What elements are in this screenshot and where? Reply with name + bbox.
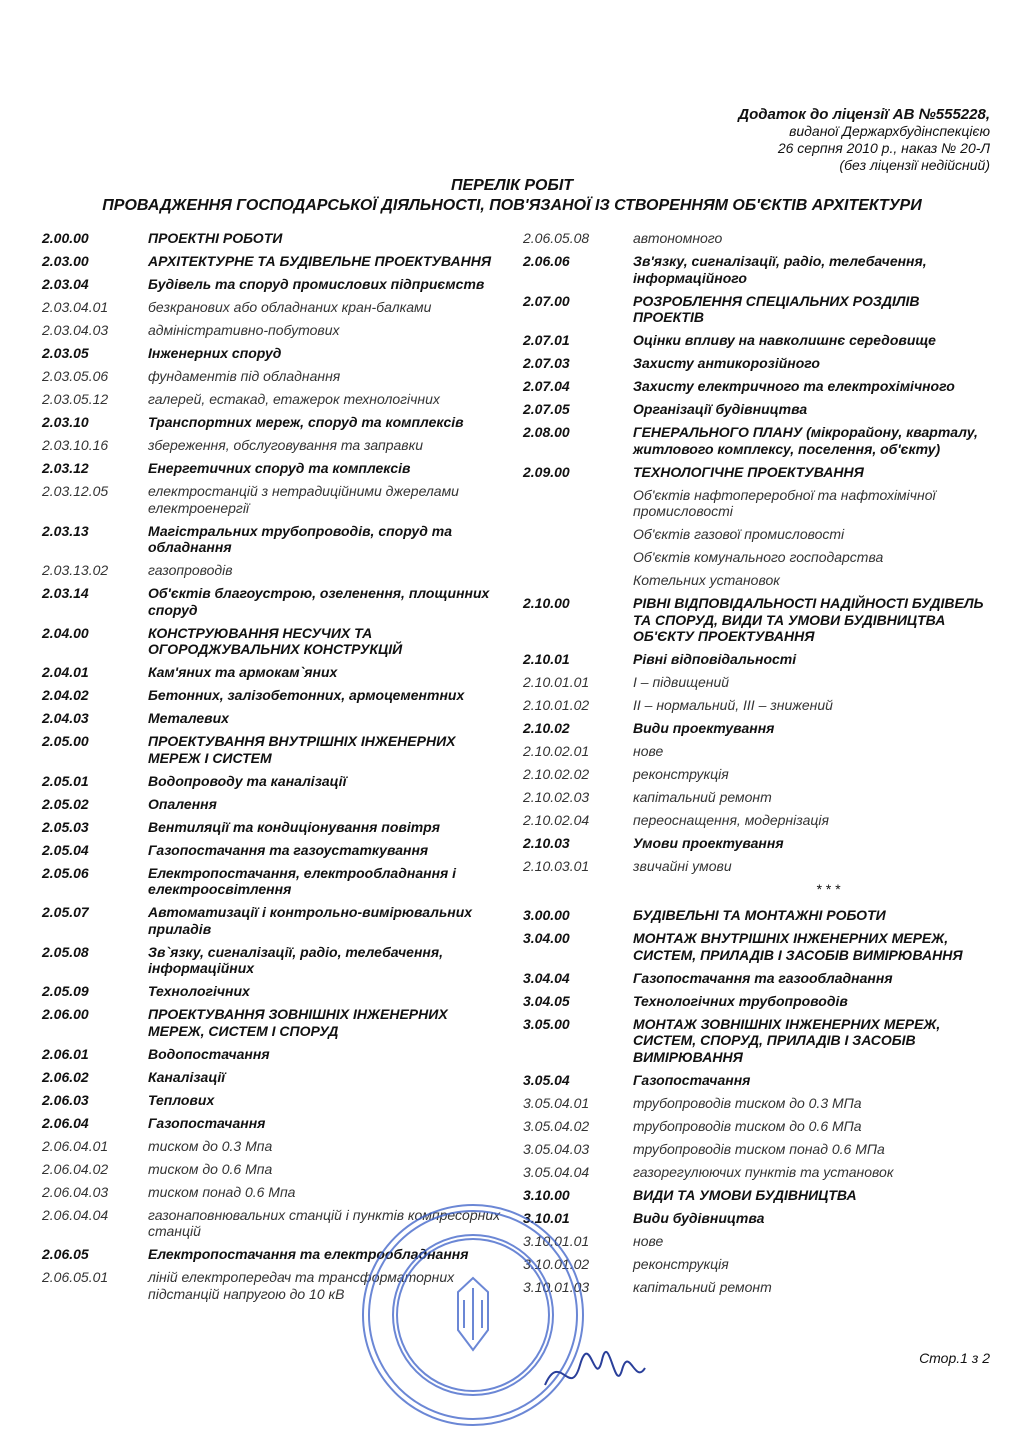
item-code: 2.03.13.02 [42,562,109,578]
list-item [523,720,993,737]
item-text: ПРОЕКТНІ РОБОТИ [148,230,283,246]
item-text: Магістральних трубопроводів, споруд та обладнання [148,522,452,555]
item-code: 2.05.07 [42,904,89,920]
list-item [42,523,502,556]
list-item [523,697,993,714]
item-text: Рівні відповідальності [633,651,797,667]
item-text: ІІ – нормальний, ІІІ – знижений [633,697,833,713]
list-item [523,1095,993,1112]
item-text: трубопроводів тиском понад 0.6 МПа [633,1140,885,1157]
item-text: МОНТАЖ ЗОВНІШНІХ ІНЖЕНЕРНИХ МЕРЕЖ, СИСТЕМ, СПОРУД, ПРИЛАДІВ І ЗАСОБІВ ВИМІРЮВАННЯ [633,1015,941,1065]
item-text: Теплових [148,1091,215,1108]
item-code: 2.10.02.04 [523,812,590,828]
list-item [42,842,502,859]
list-item [42,414,502,431]
item-text: газопроводів [148,562,233,578]
right-column [523,230,993,1302]
list-item [42,1184,502,1201]
item-code: 2.05.09 [42,983,89,999]
item-text: Умови проектування [633,835,784,851]
item-text: Об'єктів благоустрою, озеленення, площинних споруд [148,585,490,618]
item-text: Зв'язку, сигналізації, радіо, телебачення, інформаційного [633,253,927,286]
list-item [523,1118,993,1135]
item-text: Газопостачання [148,1114,266,1131]
item-text: ТЕХНОЛОГІЧНЕ ПРОЕКТУВАННЯ [633,463,864,480]
item-code [523,487,633,520]
list-item [523,1210,993,1227]
item-code: 2.07.00 [523,292,570,309]
left-column [42,230,502,1309]
item-code: 2.07.05 [523,401,570,417]
list-item [523,487,993,520]
item-code: 2.03.04.01 [42,299,109,315]
item-text: ПРОЕКТУВАННЯ ВНУТРІШНІХ ІНЖЕНЕРНИХ МЕРЕЖ І СИСТЕМ [148,733,456,766]
list-item [42,437,502,454]
list-item [523,464,993,481]
list-item [523,930,993,963]
item-code: 2.00.00 [42,230,89,246]
item-text: ПРОЕКТУВАННЯ ЗОВНІШНІХ ІНЖЕНЕРНИХ МЕРЕЖ, СИСТЕМ І СПОРУД [148,1006,448,1039]
list-item [42,819,502,836]
item-code: 2.03.05.12 [42,391,109,407]
item-code: 2.06.05.01 [42,1269,109,1285]
item-code: 2.10.02.03 [523,789,590,805]
list-item [523,812,993,829]
item-code: 2.10.02 [523,720,570,736]
item-code: 2.05.02 [42,795,89,812]
item-text: трубопроводів тиском до 0.3 МПа [633,1094,862,1111]
item-text: Будівель та споруд промислових підприємств [148,276,485,292]
item-code [523,572,633,589]
item-text: Види проектування [633,720,775,736]
page-number: Стор.1 з 2 [919,1350,990,1366]
list-item [42,1092,502,1109]
item-code: 3.05.04.01 [523,1094,590,1111]
list-item [42,773,502,790]
item-code: 2.05.03 [42,818,89,835]
list-item [523,1233,993,1250]
item-text: Організації будівництва [633,401,808,417]
item-code: 2.10.01 [523,651,570,667]
list-item [42,230,502,247]
list-item [523,378,993,395]
item-code: 2.03.12 [42,460,89,476]
item-code: 2.03.14 [42,585,89,601]
item-text: переоснащення, модернізація [633,812,829,828]
list-item [523,1279,993,1296]
list-item [523,332,993,349]
item-code: 3.10.01.03 [523,1278,590,1295]
license-annex-header [738,106,990,174]
list-item [523,766,993,783]
item-text: нове [633,743,664,759]
item-code: 2.03.13 [42,522,89,539]
item-code: 3.10.01.02 [523,1255,590,1272]
item-text: І – підвищений [633,674,730,690]
item-text: Водопроводу та каналізації [148,772,347,789]
item-code: 2.10.02.02 [523,766,590,782]
item-text: Зв`язку, сигналізації, радіо, телебачення, інформаційних [148,943,443,976]
list-item [42,865,502,898]
list-item [42,299,502,316]
list-item [523,970,993,987]
item-text: реконструкція [633,1255,729,1272]
item-code: 2.06.06 [523,253,570,269]
item-code: 3.04.04 [523,969,570,986]
item-text: РІВНІ ВІДПОВІДАЛЬНОСТІ НАДІЙНОСТІ БУДІВЕЛЬ ТА СПОРУД, ВИДИ ТА УМОВИ БУДІВНИЦТВА ОБ'ЄКТУ ПРОЕКТУВАННЯ [633,595,984,644]
item-text: Бетонних, залізобетонних, армоцементних [148,687,465,703]
document-subtitle: ПРОВАДЖЕННЯ ГОСПОДАРСЬКОЇ ДІЯЛЬНОСТІ, ПОВ'ЯЗАНОЇ ІЗ СТВОРЕННЯМ ОБ'ЄКТІВ АРХІТЕКТУРИ [102,197,922,214]
item-text: Опалення [148,795,217,812]
list-item [523,993,993,1010]
item-text: ВИДИ ТА УМОВИ БУДІВНИЦТВА [633,1186,857,1203]
item-code: 2.07.04 [523,378,570,394]
item-code: 2.06.03 [42,1091,89,1108]
item-text: Газопостачання [633,1071,751,1088]
item-text: Види будівництва [633,1209,765,1226]
item-text: Об'єктів газової промисловості [633,526,845,542]
item-text: газонаповнювальних станцій і пунктів компресорних станцій [148,1206,501,1239]
signature [540,1330,650,1410]
list-item [523,1256,993,1273]
list-item [42,483,502,516]
item-text: автономного [633,230,723,246]
list-item [523,1072,993,1089]
list-item [42,733,502,766]
item-code: 2.06.04 [42,1114,89,1131]
item-code: 2.05.04 [42,841,89,858]
item-code: 2.06.05.08 [523,230,590,246]
list-item [42,345,502,362]
item-code: 2.06.04.01 [42,1137,109,1154]
item-code: 3.10.01 [523,1209,570,1226]
list-item [42,710,502,727]
list-item [42,687,502,704]
list-item [523,549,993,566]
item-code: 2.03.10 [42,414,89,430]
item-code: 3.05.04 [523,1071,570,1088]
item-code: 2.03.10.16 [42,437,109,453]
item-code: 2.04.03 [42,710,89,726]
list-item [523,789,993,806]
item-text: Інженерних споруд [148,345,282,361]
list-item [523,293,993,326]
item-code: 3.05.04.03 [523,1140,590,1157]
list-item [42,1161,502,1178]
item-text: Захисту антикорозійного [633,355,820,371]
item-code: 2.06.04.02 [42,1160,109,1177]
item-code: 2.03.04 [42,276,89,292]
item-text: адміністративно-побутових [148,322,340,338]
item-text: фундаментів під обладнання [148,368,341,384]
list-item [42,983,502,1000]
list-item [523,526,993,543]
list-item [42,460,502,477]
section-separator: * * * [815,881,841,897]
item-code: 2.10.03 [523,835,570,851]
item-text: ГЕНЕРАЛЬНОГО ПЛАНУ (мікрорайону, кварталу, житлового комплексу, поселення, об'єкту) [633,424,978,457]
item-code: 2.05.06 [42,864,89,881]
list-item [523,595,993,645]
item-code: 2.10.03.01 [523,858,590,874]
list-item [42,625,502,658]
list-item [523,651,993,668]
item-text: Металевих [148,710,229,726]
item-text: електростанцій з нетрадиційними джерелами електроенергії [148,483,459,516]
list-item [42,253,502,270]
list-item [523,355,993,372]
list-item [523,743,993,760]
item-code: 2.03.00 [42,253,89,269]
item-code: 3.05.04.02 [523,1117,590,1134]
document-title: ПЕРЕЛІК РОБІТ [450,177,574,194]
item-text: АРХІТЕКТУРНЕ ТА БУДІВЕЛЬНЕ ПРОЕКТУВАННЯ [148,253,492,269]
item-code: 2.05.08 [42,943,89,960]
item-text: Електропостачання та електрообладнання [148,1246,469,1262]
item-text: РОЗРОБЛЕННЯ СПЕЦІАЛЬНИХ РОЗДІЛІВ ПРОЕКТІВ [633,292,920,325]
list-item [42,904,502,937]
item-text: звичайні умови [633,858,732,874]
item-text: тиском до 0.3 Мпа [148,1137,273,1154]
item-code: 2.03.05.06 [42,368,109,384]
item-code: 2.10.02.01 [523,743,590,759]
item-code: 3.00.00 [523,907,570,923]
item-code: 2.03.04.03 [42,322,109,338]
validity-note: (без ліцензії недійсний) [839,157,990,173]
item-code: 2.10.01.02 [523,697,590,713]
item-text: Газопостачання та газообладнання [633,969,893,986]
list-item [42,585,502,618]
item-code: 2.06.01 [42,1045,89,1062]
item-code: 2.06.00 [42,1006,89,1022]
item-text: ліній електропередач та трансформаторних підстанцій напругою до 10 кВ [148,1269,455,1302]
item-code: 2.08.00 [523,424,570,440]
annex-title: Додаток до ліцензії АВ №555228, [738,106,990,123]
list-item [42,1115,502,1132]
item-text: реконструкція [633,766,729,782]
list-item [523,907,993,924]
item-text: Кам'яних та армокам`яних [148,664,338,680]
item-text: Вентиляції та кондиціонування повітря [148,818,440,835]
list-item [42,944,502,977]
item-text: збереження, обслуговування та заправки [148,437,423,453]
list-item [523,1141,993,1158]
item-code: 2.03.05 [42,345,89,361]
item-code: 2.07.03 [523,355,570,371]
list-item [42,1069,502,1086]
list-item [523,1016,993,1066]
item-text: МОНТАЖ ВНУТРІШНІХ ІНЖЕНЕРНИХ МЕРЕЖ, СИСТЕМ, ПРИЛАДІВ І ЗАСОБІВ ВИМІРЮВАННЯ [633,930,963,963]
list-item [523,1164,993,1181]
item-text: Об'єктів нафтопереробної та нафтохімічної промисловості [633,486,936,519]
item-text: Оцінки впливу на навколишнє середовище [633,332,936,348]
right-column-design-list [523,230,993,875]
list-item [42,796,502,813]
item-code: 2.04.00 [42,624,89,641]
list-item [523,1187,993,1204]
item-code: 2.03.12.05 [42,483,109,499]
item-text: Водопостачання [148,1045,270,1062]
item-text: галерей, естакад, етажерок технологічних [148,391,440,407]
list-item [523,674,993,691]
item-code: 2.05.00 [42,733,89,749]
list-item [523,858,993,875]
item-text: тиском понад 0.6 Мпа [148,1183,296,1200]
item-text: Електропостачання, електрообладнання і електроосвітлення [148,864,457,897]
item-code: 2.04.02 [42,687,89,703]
item-text: капітальний ремонт [633,789,772,805]
list-item [42,391,502,408]
item-code: 3.10.01.01 [523,1232,590,1249]
item-code [523,549,633,566]
item-text: БУДІВЕЛЬНІ ТА МОНТАЖНІ РОБОТИ [633,907,886,923]
item-text: тиском до 0.6 Мпа [148,1160,273,1177]
list-item [42,562,502,579]
item-code: 2.06.04.03 [42,1183,109,1200]
item-code: 2.06.04.04 [42,1206,109,1223]
item-text: Технологічних трубопроводів [633,992,848,1009]
list-item [42,664,502,681]
right-column-construction-list [523,907,993,1295]
item-code: 3.05.00 [523,1015,570,1032]
list-item [42,1046,502,1063]
item-text: безкранових або обладнаних кран-балками [148,299,432,315]
item-text: газорегулюючих пунктів та установок [633,1163,894,1180]
item-text: КОНСТРУЮВАННЯ НЕСУЧИХ ТА ОГОРОДЖУВАЛЬНИХ КОНСТРУКЦІЙ [148,624,403,657]
order-line: 26 серпня 2010 р., наказ № 20-Л [777,140,990,156]
item-code: 3.04.05 [523,992,570,1009]
item-text: Транспортних мереж, споруд та комплексів [148,414,464,430]
item-text: нове [633,1232,664,1249]
item-text: Технологічних [148,983,250,999]
item-code: 2.10.00 [523,595,570,611]
list-item [523,253,993,286]
item-text: трубопроводів тиском до 0.6 МПа [633,1117,862,1134]
item-code: 2.04.01 [42,664,89,680]
list-item [523,424,993,457]
item-code: 3.10.00 [523,1186,570,1203]
list-item [42,1006,502,1039]
list-item [42,276,502,293]
list-item [523,572,993,589]
item-code [523,526,633,543]
item-code: 2.06.05 [42,1246,89,1262]
item-text: Захисту електричного та електрохімічного [633,378,955,394]
item-code: 2.05.01 [42,772,89,789]
item-code: 3.05.04.04 [523,1163,590,1180]
item-code: 2.06.02 [42,1068,89,1085]
item-text: Каналізації [148,1068,226,1085]
item-code: 2.09.00 [523,463,570,480]
item-text: Котельних установок [633,572,780,588]
item-code: 2.10.01.01 [523,674,590,690]
item-text: Автоматизації і контрольно-вимірювальних приладів [148,904,473,937]
list-item [523,230,993,247]
list-item [42,1138,502,1155]
list-item [42,368,502,385]
list-item [523,835,993,852]
item-text: Об'єктів комунального господарства [633,549,884,565]
issuer-line: виданої Держархбудінспекцією [789,123,990,139]
item-text: Газопостачання та газоустаткування [148,841,429,858]
item-text: капітальний ремонт [633,1278,772,1295]
item-code: 2.07.01 [523,332,570,348]
item-text: Енергетичних споруд та комплексів [148,460,411,476]
list-item [42,322,502,339]
list-item [523,401,993,418]
item-code: 3.04.00 [523,930,570,946]
